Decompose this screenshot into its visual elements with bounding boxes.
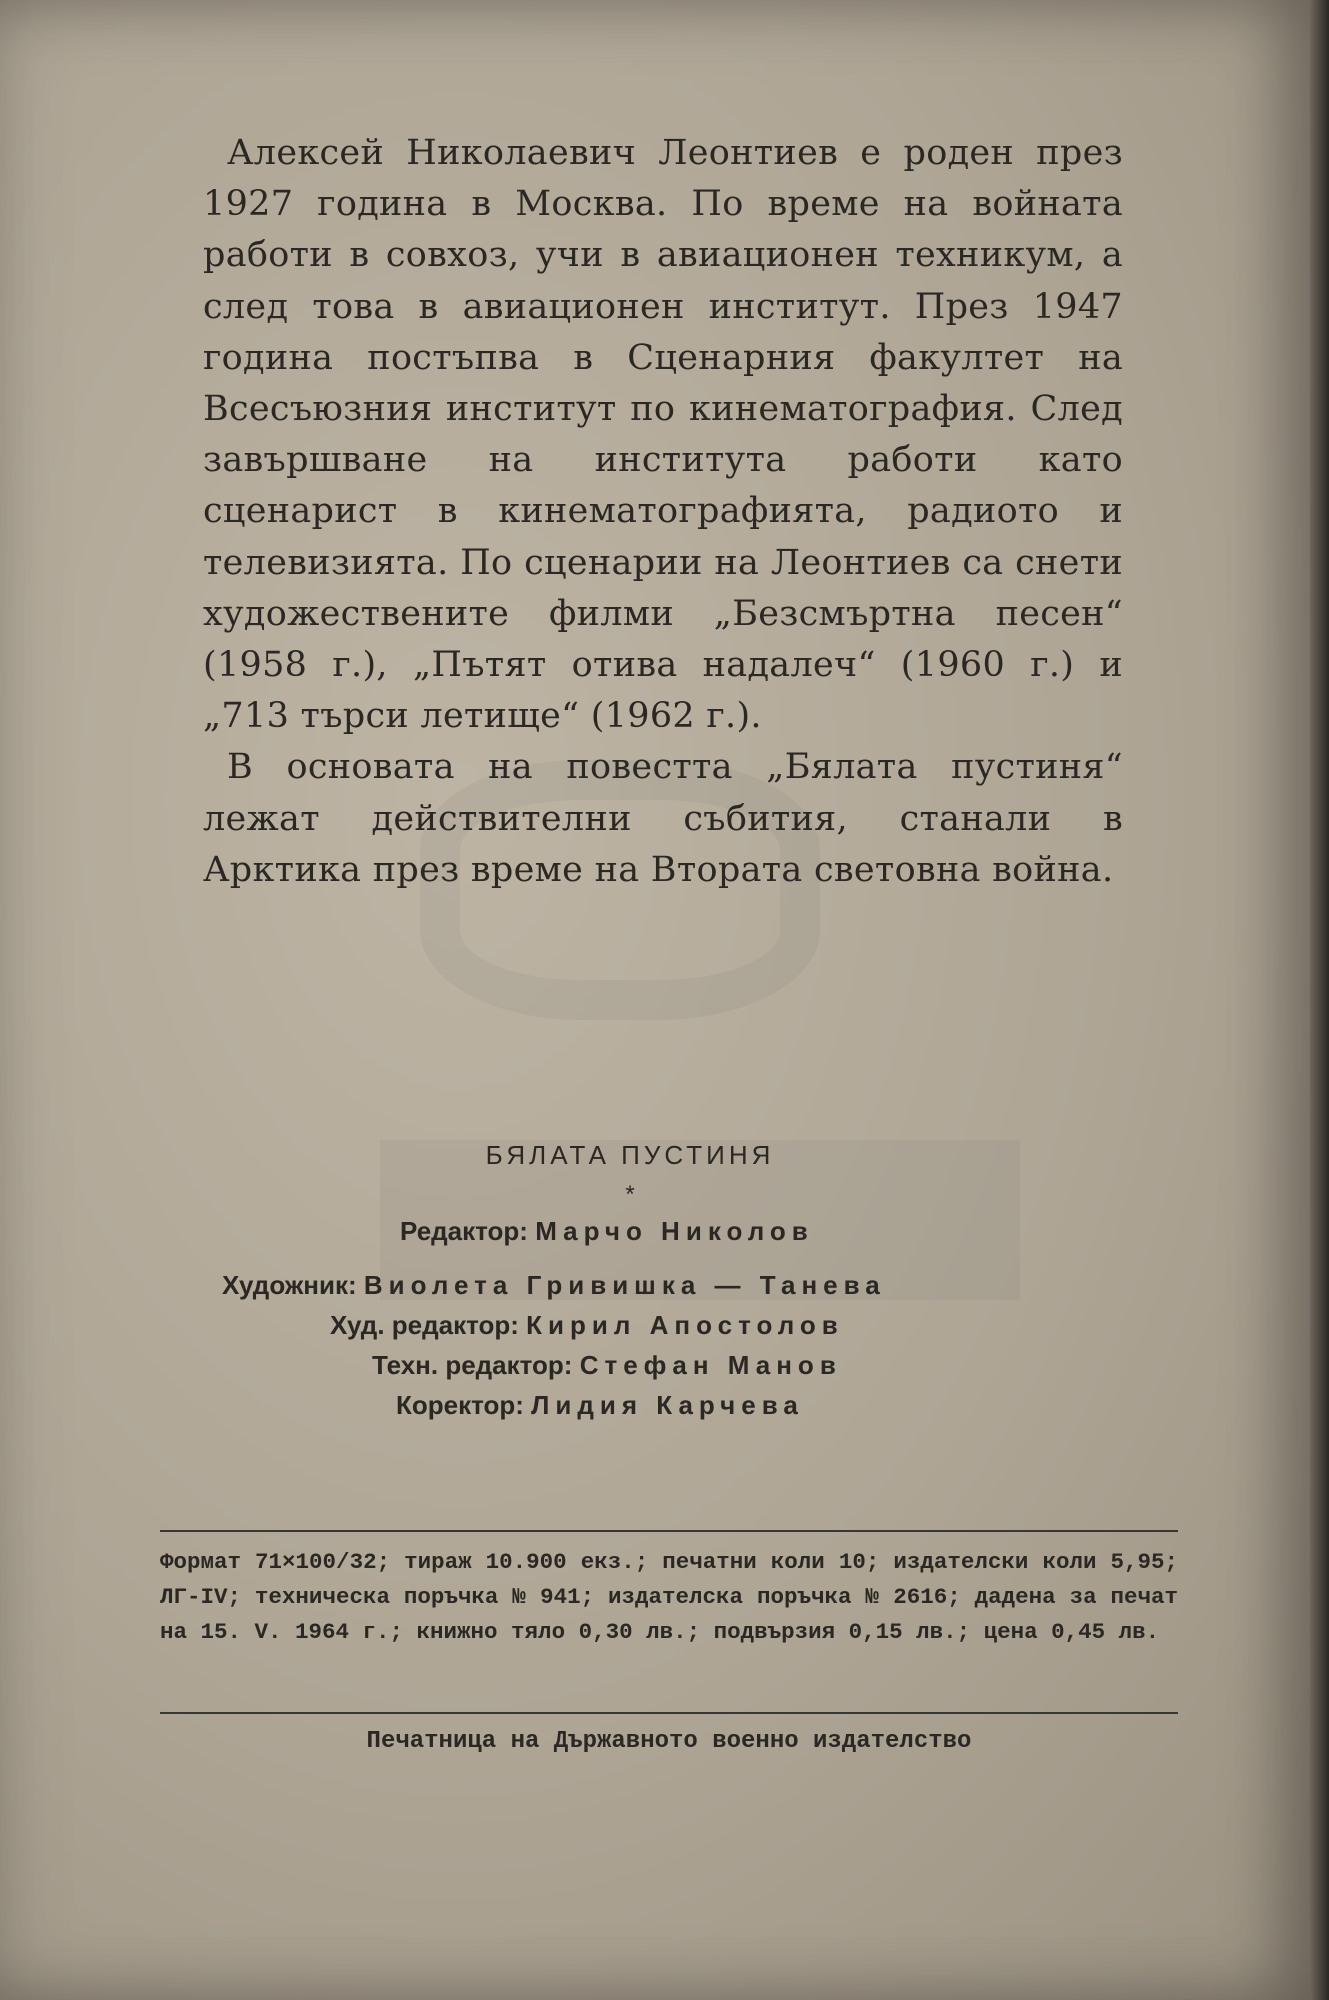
art-editor-name: Кирил Апостолов [526,1310,844,1340]
art-editor-role: Худ. редактор: [330,1310,519,1340]
artist-role: Художник: [222,1270,357,1300]
editor-line [200,1211,1120,1251]
artist-line [200,1265,1120,1305]
separator-asterisk: * [625,1181,635,1208]
tech-editor-name: Стефан Манов [579,1350,842,1380]
proofreader-role: Коректор: [396,1390,524,1420]
editor-name: Марчо Николов [535,1216,814,1246]
printer-name: Печатница на Държавното военно издателство [366,1728,972,1755]
imprint-bottom-rule [160,1712,1178,1714]
credits-block [200,1140,1120,1425]
tech-editor-role: Техн. редактор: [372,1350,573,1380]
bio-paragraph-2: В основата на повестта „Бялата пустиня“ лежат действителни събития, станали в Арктика през време на Втората световна война. [203,747,1123,890]
page-edge [1310,0,1329,2000]
editor-role: Редактор: [400,1216,528,1246]
proofreader-name: Лидия Карчева [531,1390,804,1420]
bio-paragraph-1: Алексей Николаевич Леонтиев е роден през 1927 година в Москва. По време на войната работи в совхоз, учи в авиационен техникум, а след това в авиационен институт. През 1947 година постъпва в Сценарния факултет на Всесъюзния институт по кинематография. След завършване на института работи като сценарист в кинематографията, радиото и телевизията. По сценарии на Леонтиев са снети художествените филми „Безсмъртна песен“ (1958 г.), „Пътят отива надалеч“ (1960 г.) и „713 търси летище“ (1962 г.). [203,133,1123,737]
art-editor-line [200,1305,1120,1345]
artist-name: Виолета Гривишка — Танева [363,1270,886,1300]
tech-editor-line [200,1345,1120,1385]
proofreader-line [200,1385,1120,1425]
imprint-top-rule [160,1530,1178,1532]
author-biography [203,128,1123,896]
imprint-details: Формат 71×100/32; тираж 10.900 екз.; печатни коли 10; издателски коли 5,95; ЛГ-IV; техническа поръчка № 941; издателска поръчка № 2616; дадена за печат на 15. V. 1964 г.; книжно тяло 0,30 лв.; подвързия 0,15 лв.; цена 0,45 лв. [160,1549,1178,1645]
book-title: БЯЛАТА ПУСТИНЯ [485,1140,775,1170]
